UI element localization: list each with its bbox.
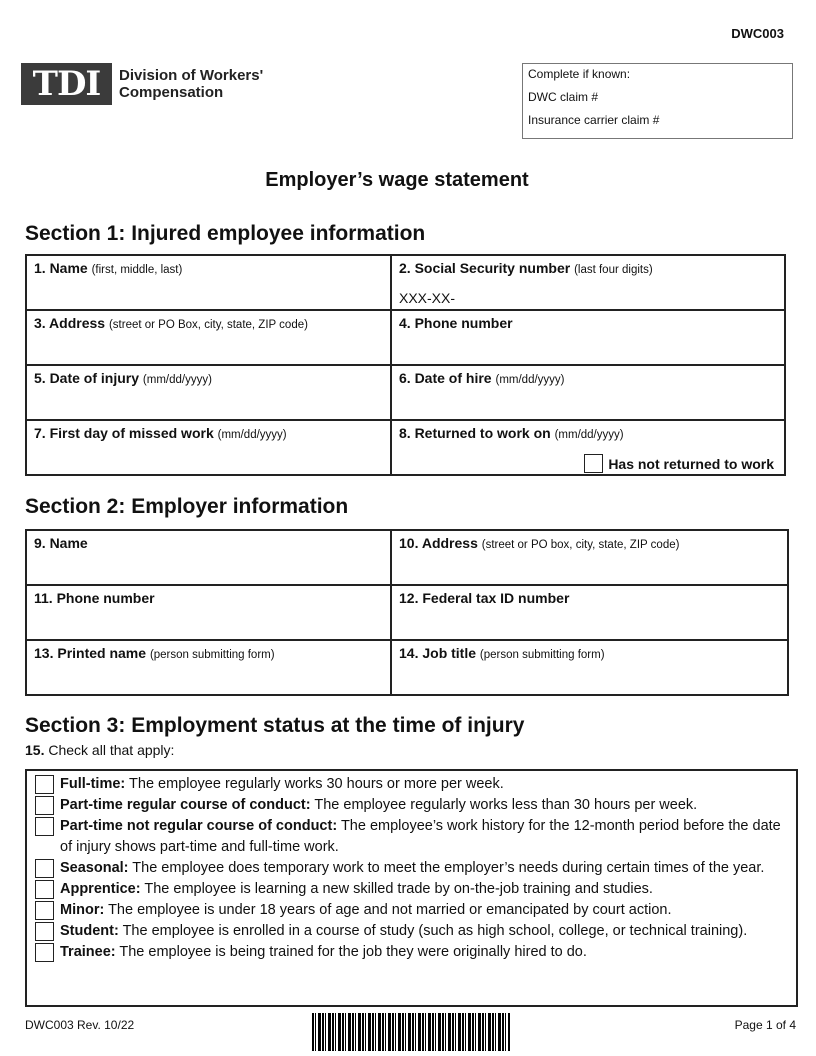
field-label: 13. Printed name (34, 645, 147, 661)
claim-box (522, 63, 793, 139)
not-returned-label: Has not returned to work (608, 455, 774, 472)
logo-line1: Division of Workers' (119, 67, 264, 84)
page-title: Employer’s wage statement (265, 169, 529, 191)
footer-page-number: Page 1 of 4 (734, 1018, 796, 1032)
section3-heading: Section 3: Employment status at the time of injury (25, 714, 525, 737)
field-hint: (last four digits) (574, 264, 653, 276)
field-label: 2. Social Security number (399, 260, 571, 276)
field-hint: (mm/dd/yyyy) (217, 429, 287, 441)
status-term: Trainee: (60, 944, 116, 960)
field-3-employer[interactable] (26, 585, 391, 640)
field-hint: (mm/dd/yyyy) (142, 374, 212, 386)
status-description: The employee regularly works 30 hours or more per week. (129, 776, 504, 792)
employee-info-table (25, 254, 786, 476)
question-text: Check all that apply: (48, 742, 175, 758)
carrier-claim-field[interactable]: Insurance carrier claim # (528, 113, 660, 127)
field-label: 1. Name (34, 260, 88, 276)
field-7[interactable] (26, 420, 391, 475)
status-option-trainee[interactable] (35, 942, 796, 963)
status-description: The employee does temporary work to meet the employer’s needs during certain times of the year. (132, 860, 765, 876)
status-term: Apprentice: (60, 881, 141, 897)
status-checkbox[interactable] (35, 901, 54, 920)
status-checkbox[interactable] (35, 859, 54, 878)
field-label: 9. Name (34, 535, 88, 551)
status-term: Part-time not regular course of conduct: (60, 818, 338, 834)
status-option-seasonal[interactable] (35, 858, 796, 879)
status-term: Part-time regular course of conduct: (60, 797, 311, 813)
field-label: 5. Date of injury (34, 370, 140, 386)
field-label: 12. Federal tax ID number (399, 590, 570, 606)
field-label: 10. Address (399, 535, 478, 551)
status-checkbox[interactable] (35, 922, 54, 941)
status-term: Student: (60, 923, 119, 939)
field-label: 14. Job title (399, 645, 477, 661)
field-1[interactable] (26, 255, 391, 310)
field-label: 6. Date of hire (399, 370, 492, 386)
status-term: Seasonal: (60, 860, 129, 876)
form-number: DWC003 (731, 26, 784, 41)
field-1-employer[interactable] (26, 530, 391, 585)
status-checkbox[interactable] (35, 796, 54, 815)
status-option-minor[interactable] (35, 900, 796, 921)
field-5[interactable] (26, 365, 391, 420)
barcode (312, 1013, 510, 1051)
not-returned-checkbox[interactable] (584, 454, 603, 473)
logo-line2: Compensation (119, 84, 224, 101)
field-2[interactable] (391, 255, 785, 310)
status-description: The employee regularly works less than 30 hours per week. (314, 797, 698, 813)
footer-revision: DWC003 Rev. 10/22 (25, 1018, 135, 1032)
status-term: Full-time: (60, 776, 126, 792)
field-hint: (first, middle, last) (91, 264, 183, 276)
field-6-employer[interactable] (391, 640, 788, 695)
field-4-employer[interactable] (391, 585, 788, 640)
tdi-logo-mark: TDI (21, 63, 112, 105)
status-term: Minor: (60, 902, 105, 918)
status-description: The employee is enrolled in a course of study (such as high school, college, or technical training). (122, 923, 748, 939)
question-15 (25, 742, 174, 758)
status-description: The employee’s work history for the 12-month period before the date of injury shows part-time and full-time work. (60, 818, 781, 855)
field-label: 7. First day of missed work (34, 425, 214, 441)
field-8[interactable] (391, 420, 785, 475)
field-hint: (person submitting form) (479, 649, 605, 661)
employment-status-box (25, 769, 798, 1007)
field-6[interactable] (391, 365, 785, 420)
status-option-part-time-regular-course-of-conduct[interactable] (35, 795, 796, 816)
status-checkbox[interactable] (35, 880, 54, 899)
status-checkbox[interactable] (35, 943, 54, 962)
employer-info-table (25, 529, 789, 696)
section2-heading: Section 2: Employer information (25, 495, 349, 518)
ssn-value[interactable]: XXX-XX- (399, 290, 456, 306)
status-checkbox[interactable] (35, 817, 54, 836)
dwc-claim-field[interactable]: DWC claim # (528, 90, 599, 104)
status-option-apprentice[interactable] (35, 879, 796, 900)
status-option-full-time[interactable] (35, 774, 796, 795)
field-hint: (mm/dd/yyyy) (554, 429, 624, 441)
field-label: 4. Phone number (399, 315, 513, 331)
field-hint: (mm/dd/yyyy) (495, 374, 565, 386)
claim-box-header: Complete if known: (528, 67, 631, 81)
field-label: 3. Address (34, 315, 106, 331)
field-2-employer[interactable] (391, 530, 788, 585)
question-number: 15. (25, 742, 45, 758)
status-option-part-time-not-regular-course-of-conduct[interactable] (35, 816, 796, 858)
field-hint: (street or PO Box, city, state, ZIP code) (108, 319, 308, 331)
field-4[interactable] (391, 310, 785, 365)
status-option-student[interactable] (35, 921, 796, 942)
not-returned-option[interactable] (584, 454, 774, 473)
field-hint: (street or PO box, city, state, ZIP code) (481, 539, 680, 551)
status-checkbox[interactable] (35, 775, 54, 794)
status-description: The employee is learning a new skilled trade by on-the-job training and studies. (144, 881, 653, 897)
status-description: The employee is being trained for the job they were originally hired to do. (119, 944, 587, 960)
field-3[interactable] (26, 310, 391, 365)
field-label: 8. Returned to work on (399, 425, 551, 441)
status-description: The employee is under 18 years of age and not married or emancipated by court action. (108, 902, 672, 918)
section1-heading: Section 1: Injured employee information (25, 222, 426, 245)
field-hint: (person submitting form) (149, 649, 275, 661)
field-label: 11. Phone number (34, 590, 155, 606)
field-5-employer[interactable] (26, 640, 391, 695)
tdi-logo (21, 63, 263, 105)
